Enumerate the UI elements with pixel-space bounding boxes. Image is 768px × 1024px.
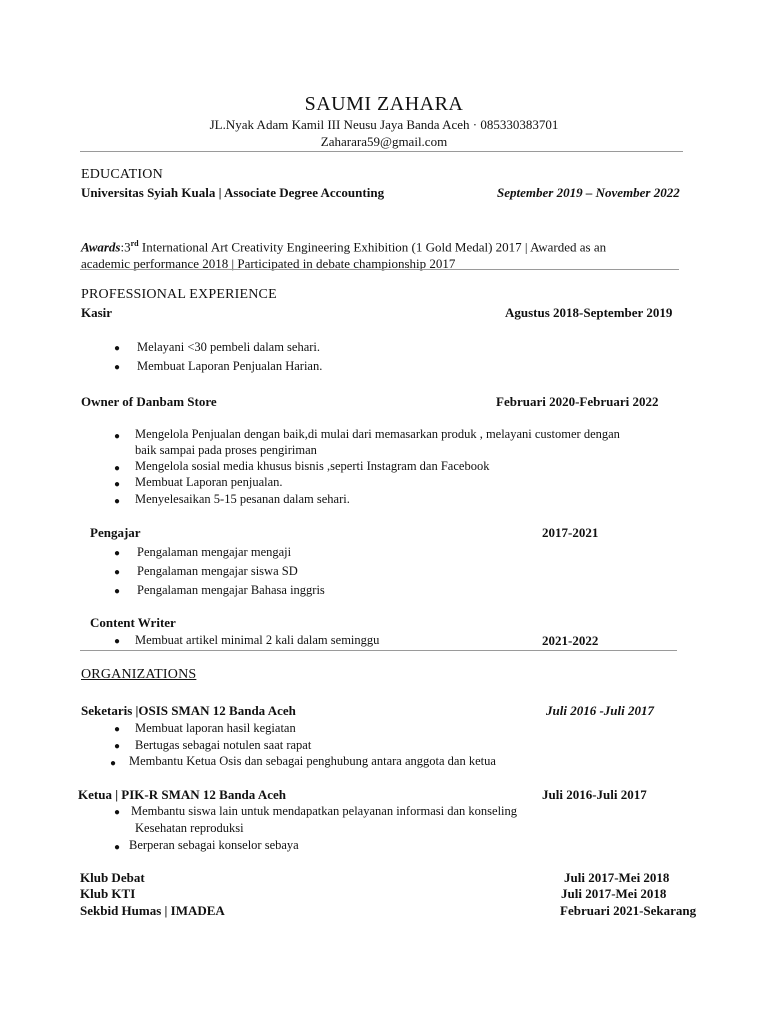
job-bullet: Membuat Laporan penjualan.: [135, 475, 283, 489]
job-dates-owner: Februari 2020-Februari 2022: [496, 394, 659, 409]
org-title-pikr: Ketua | PIK-R SMAN 12 Banda Aceh: [78, 787, 286, 802]
bullet-icon: ●: [114, 636, 121, 647]
job-bullet: Pengalaman mengajar siswa SD: [137, 564, 298, 578]
job-title-content-writer: Content Writer: [90, 615, 176, 630]
club-dates: Juli 2017-Mei 2018: [561, 886, 667, 901]
job-dates-kasir: Agustus 2018-September 2019: [505, 305, 673, 320]
job-bullet: Menyelesaikan 5-15 pesanan dalam sehari.: [135, 492, 350, 506]
bullet-icon: ●: [114, 463, 121, 474]
job-bullet: Membuat Laporan Penjualan Harian.: [137, 359, 323, 373]
bullet-icon: ●: [114, 431, 121, 442]
bullet-icon: ●: [110, 758, 117, 769]
job-bullet: Pengalaman mengajar mengaji: [137, 545, 292, 559]
awards-line-2: academic performance 2018 | Participated in debate championship 2017: [81, 256, 456, 272]
email: Zaharara59@gmail.com: [320, 134, 448, 149]
org-bullet-continued: Kesehatan reproduksi: [135, 821, 244, 835]
awards-line-1: International Art Creativity Engineering Exhibition (1 Gold Medal) 2017 | Awarded as an: [138, 239, 607, 255]
awards-paragraph: [81, 235, 687, 272]
bullet-icon: ●: [114, 343, 121, 354]
education-dates: September 2019 – November 2022: [497, 185, 680, 200]
org-dates-pikr: Juli 2016-Juli 2017: [542, 787, 647, 802]
bullet-icon: ●: [114, 741, 121, 752]
education-school: Universitas Syiah Kuala | Associate Degree Accounting: [81, 185, 385, 200]
job-title-kasir: Kasir: [81, 305, 113, 320]
job-title-pengajar: Pengajar: [90, 525, 141, 540]
header-divider: [80, 151, 683, 152]
org-bullet: Berperan sebagai konselor sebaya: [129, 838, 299, 852]
job-dates-content-writer: 2021-2022: [542, 633, 599, 648]
job-bullet: Pengalaman mengajar Bahasa inggris: [137, 583, 325, 597]
candidate-name: SAUMI ZAHARA: [304, 93, 464, 115]
org-bullet: Membuat laporan hasil kegiatan: [135, 721, 296, 735]
job-bullet: Mengelola Penjualan dengan baik,di mulai dari memasarkan produk , melayani customer dengan: [135, 427, 620, 441]
org-bullet: Membantu Ketua Osis dan sebagai penghubung antara anggota dan ketua: [129, 754, 496, 768]
awards-prefix: :3: [120, 239, 131, 255]
org-title-osis: Seketaris |OSIS SMAN 12 Banda Aceh: [81, 703, 296, 718]
org-bullet: Membantu siswa lain untuk mendapatkan pelayanan informasi dan konseling: [131, 804, 518, 818]
org-bullet: Bertugas sebagai notulen saat rapat: [135, 738, 312, 752]
bullet-icon: ●: [114, 479, 121, 490]
experience-divider: [80, 650, 677, 651]
club-name: Sekbid Humas | IMADEA: [80, 903, 225, 918]
bullet-icon: ●: [114, 362, 121, 373]
bullet-icon: ●: [114, 586, 121, 597]
club-name: Klub KTI: [80, 886, 136, 901]
club-name: Klub Debat: [80, 870, 145, 885]
bullet-icon: ●: [114, 548, 121, 559]
bullet-icon: ●: [114, 496, 121, 507]
bullet-icon: ●: [114, 724, 121, 735]
job-bullet: Membuat artikel minimal 2 kali dalam seminggu: [135, 633, 380, 647]
job-dates-pengajar: 2017-2021: [542, 525, 599, 540]
club-dates: Juli 2017-Mei 2018: [564, 870, 670, 885]
job-title-owner: Owner of Danbam Store: [81, 394, 217, 409]
education-divider: [80, 269, 679, 270]
bullet-icon: ●: [114, 842, 121, 853]
experience-heading: PROFESSIONAL EXPERIENCE: [81, 287, 277, 302]
education-heading: EDUCATION: [81, 167, 163, 182]
job-bullet: Melayani <30 pembeli dalam sehari.: [137, 340, 321, 354]
org-dates-osis: Juli 2016 -Juli 2017: [546, 703, 654, 718]
job-bullet: Mengelola sosial media khusus bisnis ,seperti Instagram dan Facebook: [135, 459, 490, 473]
awards-label: Awards: [81, 239, 121, 255]
organizations-heading: ORGANIZATIONS: [81, 667, 197, 682]
club-dates: Februari 2021-Sekarang: [560, 903, 697, 918]
address-phone: JL.Nyak Adam Kamil III Neusu Jaya Banda Aceh · 085330383701: [209, 117, 559, 132]
awards-sup: rd: [130, 239, 139, 248]
bullet-icon: ●: [114, 807, 121, 818]
bullet-icon: ●: [114, 567, 121, 578]
job-bullet-continued: baik sampai pada proses pengiriman: [135, 443, 317, 457]
